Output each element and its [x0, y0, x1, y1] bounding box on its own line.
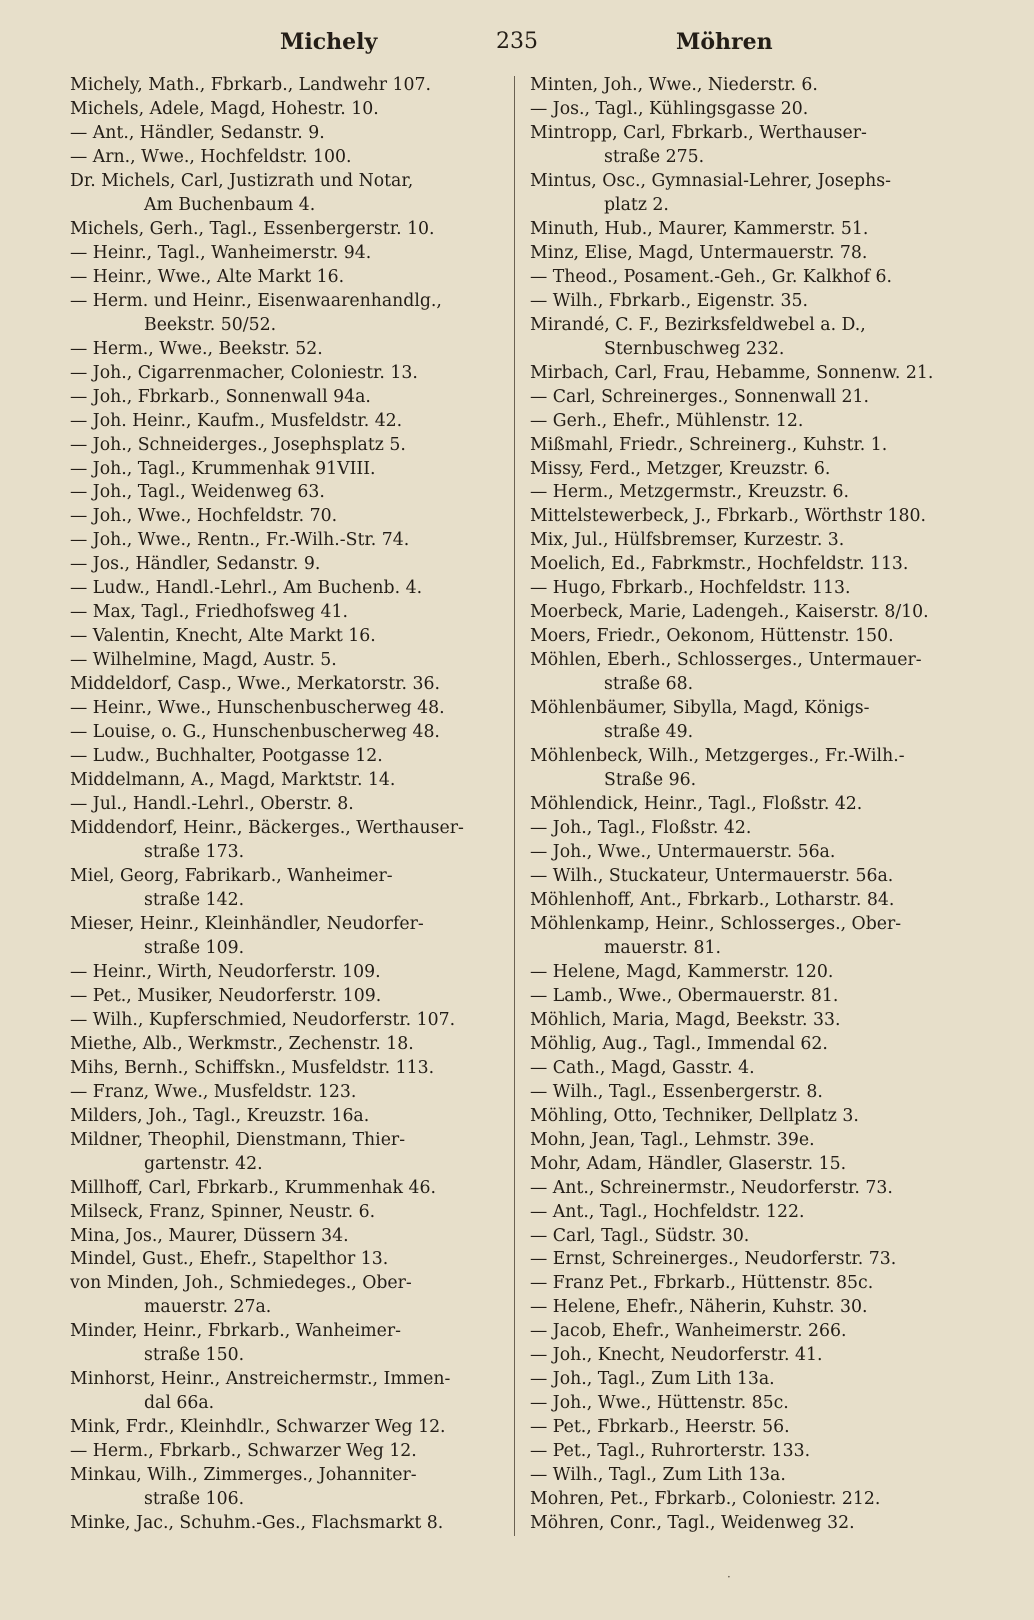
directory-entry-line: von Minden, Joh., Schmiedeges., Ober-: [70, 1273, 412, 1294]
directory-entry-line: — Joh., Wwe., Hochfeldstr. 70.: [70, 506, 338, 527]
left-column: [70, 74, 500, 1536]
page-number: 235: [496, 29, 538, 54]
directory-entry-line: — Joh., Wwe., Hüttenstr. 85c.: [530, 1393, 789, 1414]
header-right-catchword: Möhren: [676, 29, 773, 55]
directory-entry-line: Sternbuschweg 232.: [604, 338, 785, 359]
directory-entry-line: straße 109.: [144, 937, 245, 958]
directory-entry-line: — Cath., Magd, Gasstr. 4.: [530, 1057, 755, 1078]
directory-entry-line: mauerstr. 81.: [604, 937, 721, 958]
directory-entry-line: Moelich, Ed., Fabrkmstr., Hochfeldstr. 113.: [530, 554, 909, 575]
directory-entry-line: Möhlig, Aug., Tagl., Immendal 62.: [530, 1033, 828, 1054]
directory-entry-line: — Helene, Magd, Kammerstr. 120.: [530, 961, 834, 982]
directory-entry-line: — Louise, o. G., Hunschenbuscherweg 48.: [70, 722, 440, 743]
directory-entry-line: Mohren, Pet., Fbrkarb., Coloniestr. 212.: [530, 1489, 881, 1510]
directory-entry-line: Beekstr. 50/52.: [144, 314, 277, 335]
directory-entry-line: Möhlenbäumer, Sibylla, Magd, Königs-: [530, 698, 870, 719]
directory-entry-line: — Heinr., Wwe., Hunschenbuscherweg 48.: [70, 698, 445, 719]
directory-entry-line: — Joh., Knecht, Neudorferstr. 41.: [530, 1345, 823, 1366]
right-column: [530, 74, 966, 1536]
directory-entry-line: — Ant., Tagl., Hochfeldstr. 122.: [530, 1201, 805, 1222]
directory-entry-line: — Ernst, Schreinerges., Neudorferstr. 73.: [530, 1249, 897, 1270]
directory-entry-line: Mildner, Theophil, Dienstmann, Thier-: [70, 1129, 406, 1150]
directory-entry-line: Möhlenbeck, Wilh., Metzgerges., Fr.-Wilh.-: [530, 746, 905, 767]
directory-entry-line: Mittelstewerbeck, J., Fbrkarb., Wörthstr 180.: [530, 506, 926, 527]
directory-entry-line: Minke, Jac., Schuhm.-Ges., Flachsmarkt 8.: [70, 1513, 444, 1534]
directory-entry-line: — Max, Tagl., Friedhofsweg 41.: [70, 602, 348, 623]
directory-entry-line: straße 49.: [604, 722, 694, 743]
directory-entry-line: — Pet., Musiker, Neudorferstr. 109.: [70, 985, 382, 1006]
directory-entry-line: Mirbach, Carl, Frau, Hebamme, Sonnenw. 21.: [530, 362, 934, 383]
column-divider: [514, 76, 515, 1536]
directory-entry-line: — Valentin, Knecht, Alte Markt 16.: [70, 626, 376, 647]
directory-entry-line: — Joh., Tagl., Floßstr. 42.: [530, 818, 752, 839]
print-mark: ·: [727, 1570, 731, 1584]
directory-entry-line: — Jos., Tagl., Kühlingsgasse 20.: [530, 98, 809, 119]
directory-entry-line: — Arn., Wwe., Hochfeldstr. 100.: [70, 146, 352, 167]
directory-entry-line: Mindel, Gust., Ehefr., Stapelthor 13.: [70, 1249, 389, 1270]
directory-entry-line: platz 2.: [604, 194, 669, 215]
directory-entry-line: Milseck, Franz, Spinner, Neustr. 6.: [70, 1201, 376, 1222]
directory-entry-line: — Jos., Händler, Sedanstr. 9.: [70, 554, 321, 575]
directory-entry-line: — Ludw., Handl.-Lehrl., Am Buchenb. 4.: [70, 578, 423, 599]
directory-entry-line: Mirandé, C. F., Bezirksfeldwebel a. D.,: [530, 314, 866, 335]
directory-entry-line: — Joh. Heinr., Kaufm., Musfeldstr. 42.: [70, 410, 403, 431]
directory-entry-line: — Pet., Fbrkarb., Heerstr. 56.: [530, 1417, 790, 1438]
directory-entry-line: Mohr, Adam, Händler, Glaserstr. 15.: [530, 1153, 847, 1174]
directory-entry-line: Mix, Jul., Hülfsbremser, Kurzestr. 3.: [530, 530, 845, 551]
directory-entry-line: — Joh., Tagl., Zum Lith 13a.: [530, 1369, 775, 1390]
directory-entry-line: — Wilh., Tagl., Zum Lith 13a.: [530, 1465, 786, 1486]
directory-entry-line: — Herm., Wwe., Beekstr. 52.: [70, 338, 323, 359]
directory-entry-line: — Helene, Ehefr., Näherin, Kuhstr. 30.: [530, 1297, 868, 1318]
directory-entry-line: Michely, Math., Fbrkarb., Landwehr 107.: [70, 75, 432, 95]
directory-entry-line: Mintus, Osc., Gymnasial-Lehrer, Josephs-: [530, 170, 891, 191]
directory-entry-line: Minz, Elise, Magd, Untermauerstr. 78.: [530, 242, 868, 263]
directory-entry-line: — Franz, Wwe., Musfeldstr. 123.: [70, 1081, 357, 1102]
directory-entry-line: — Joh., Tagl., Weidenweg 63.: [70, 482, 325, 503]
directory-entry-line: Möhlenkamp, Heinr., Schlosserges., Ober-: [530, 913, 902, 934]
directory-entry-line: Mieser, Heinr., Kleinhändler, Neudorfer-: [70, 913, 424, 934]
directory-entry-line: Möhlich, Maria, Magd, Beekstr. 33.: [530, 1009, 841, 1030]
directory-entry-line: Straße 96.: [604, 770, 697, 791]
directory-entry-line: Minder, Heinr., Fbrkarb., Wanheimer-: [70, 1321, 401, 1342]
directory-entry-line: dal 66a.: [144, 1393, 215, 1414]
directory-entry-line: Moers, Friedr., Oekonom, Hüttenstr. 150.: [530, 626, 894, 647]
directory-entry-line: — Wilh., Stuckateur, Untermauerstr. 56a.: [530, 865, 894, 886]
directory-entry-line: gartenstr. 42.: [144, 1153, 263, 1174]
directory-entry-line: Moerbeck, Marie, Ladengeh., Kaiserstr. 8/10.: [530, 602, 929, 623]
directory-entry-line: — Lamb., Wwe., Obermauerstr. 81.: [530, 985, 839, 1006]
directory-entry-line: — Joh., Fbrkarb., Sonnenwall 94a.: [70, 386, 371, 407]
header-left-catchword: Michely: [280, 29, 378, 55]
directory-entry-line: Michels, Adele, Magd, Hohestr. 10.: [70, 98, 379, 119]
directory-entry-line: straße 142.: [144, 889, 245, 910]
directory-entry-line: — Herm., Metzgermstr., Kreuzstr. 6.: [530, 482, 850, 503]
directory-entry-line: — Ant., Schreinermstr., Neudorferstr. 73.: [530, 1177, 893, 1198]
directory-entry-line: Mina, Jos., Maurer, Düssern 34.: [70, 1225, 349, 1246]
directory-entry-line: Millhoff, Carl, Fbrkarb., Krummenhak 46.: [70, 1177, 436, 1198]
directory-entry-line: Miethe, Alb., Werkmstr., Zechenstr. 18.: [70, 1033, 414, 1054]
directory-entry-line: Minhorst, Heinr., Anstreichermstr., Immen-: [70, 1369, 451, 1390]
directory-entry-line: Am Buchenbaum 4.: [144, 194, 316, 215]
directory-entry-line: Missy, Ferd., Metzger, Kreuzstr. 6.: [530, 458, 831, 479]
directory-entry-line: straße 68.: [604, 674, 694, 695]
directory-entry-line: Möhlendick, Heinr., Tagl., Floßstr. 42.: [530, 794, 863, 815]
directory-entry-line: Minten, Joh., Wwe., Niederstr. 6.: [530, 75, 818, 95]
directory-entry-line: — Joh., Tagl., Krummenhak 91VIII.: [70, 458, 376, 479]
directory-entry-line: — Franz Pet., Fbrkarb., Hüttenstr. 85c.: [530, 1273, 874, 1294]
directory-entry-line: — Theod., Posament.-Geh., Gr. Kalkhof 6.: [530, 266, 893, 287]
directory-entry-line: straße 275.: [604, 146, 705, 167]
directory-entry-line: Mißmahl, Friedr., Schreinerg., Kuhstr. 1.: [530, 434, 888, 455]
directory-entry-line: straße 173.: [144, 842, 245, 862]
directory-entry-line: Mohn, Jean, Tagl., Lehmstr. 39e.: [530, 1129, 815, 1150]
directory-entry-line: Miel, Georg, Fabrikarb., Wanheimer-: [70, 865, 393, 886]
directory-entry-line: Minuth, Hub., Maurer, Kammerstr. 51.: [530, 218, 869, 239]
directory-entry-line: — Joh., Schneiderges., Josephsplatz 5.: [70, 434, 406, 455]
directory-entry-line: — Wilhelmine, Magd, Austr. 5.: [70, 650, 337, 671]
directory-entry-line: Möhlenhoff, Ant., Fbrkarb., Lotharstr. 84.: [530, 889, 895, 910]
directory-entry-line: — Carl, Schreinerges., Sonnenwall 21.: [530, 386, 869, 407]
directory-entry-line: Michels, Gerh., Tagl., Essenbergerstr. 10.: [70, 218, 435, 239]
directory-entry-line: — Carl, Tagl., Südstr. 30.: [530, 1225, 750, 1246]
directory-entry-line: — Joh., Cigarrenmacher, Coloniestr. 13.: [70, 362, 418, 383]
directory-entry-line: — Herm. und Heinr., Eisenwaarenhandlg.,: [70, 290, 442, 311]
directory-entry-line: Möhren, Conr., Tagl., Weidenweg 32.: [530, 1513, 855, 1534]
directory-entry-line: — Jul., Handl.-Lehrl., Oberstr. 8.: [70, 794, 354, 815]
directory-entry-line: Middeldorf, Casp., Wwe., Merkatorstr. 36.: [70, 674, 441, 695]
directory-entry-line: — Wilh., Kupferschmied, Neudorferstr. 107.: [70, 1009, 456, 1030]
directory-entry-line: — Pet., Tagl., Ruhrorterstr. 133.: [530, 1441, 811, 1462]
directory-entry-line: Middendorf, Heinr., Bäckerges., Werthauser-: [70, 818, 464, 839]
directory-entry-line: — Heinr., Tagl., Wanheimerstr. 94.: [70, 242, 372, 263]
directory-entry-line: — Wilh., Tagl., Essenbergerstr. 8.: [530, 1081, 823, 1102]
directory-entry-line: mauerstr. 27a.: [144, 1297, 272, 1318]
directory-entry-line: Milders, Joh., Tagl., Kreuzstr. 16a.: [70, 1105, 370, 1126]
directory-entry-line: Minkau, Wilh., Zimmerges., Johanniter-: [70, 1465, 417, 1486]
directory-entry-line: straße 106.: [144, 1489, 245, 1510]
directory-entry-line: Middelmann, A., Magd, Marktstr. 14.: [70, 770, 396, 791]
directory-entry-line: — Jacob, Ehefr., Wanheimerstr. 266.: [530, 1321, 847, 1342]
directory-entry-line: straße 150.: [144, 1345, 245, 1366]
directory-entry-line: — Gerh., Ehefr., Mühlenstr. 12.: [530, 410, 804, 431]
directory-entry-line: Möhling, Otto, Techniker, Dellplatz 3.: [530, 1105, 859, 1126]
directory-entry-line: Mintropp, Carl, Fbrkarb., Werthauser-: [530, 122, 867, 143]
directory-entry-line: — Heinr., Wirth, Neudorferstr. 109.: [70, 961, 381, 982]
directory-entry-line: Dr. Michels, Carl, Justizrath und Notar,: [70, 170, 414, 191]
directory-entry-line: — Joh., Wwe., Untermauerstr. 56a.: [530, 842, 836, 862]
directory-entry-line: — Heinr., Wwe., Alte Markt 16.: [70, 266, 345, 287]
directory-entry-line: Mihs, Bernh., Schiffskn., Musfeldstr. 113.: [70, 1057, 435, 1078]
directory-entry-line: Möhlen, Eberh., Schlosserges., Untermauer-: [530, 650, 922, 671]
directory-entry-line: Mink, Frdr., Kleinhdlr., Schwarzer Weg 12.: [70, 1417, 446, 1438]
directory-entry-line: — Ludw., Buchhalter, Pootgasse 12.: [70, 746, 383, 767]
directory-entry-line: — Joh., Wwe., Rentn., Fr.-Wilh.-Str. 74.: [70, 530, 410, 551]
directory-entry-line: — Wilh., Fbrkarb., Eigenstr. 35.: [530, 290, 808, 311]
directory-entry-line: — Herm., Fbrkarb., Schwarzer Weg 12.: [70, 1441, 417, 1462]
directory-entry-line: — Ant., Händler, Sedanstr. 9.: [70, 122, 325, 143]
directory-entry-line: — Hugo, Fbrkarb., Hochfeldstr. 113.: [530, 578, 851, 599]
